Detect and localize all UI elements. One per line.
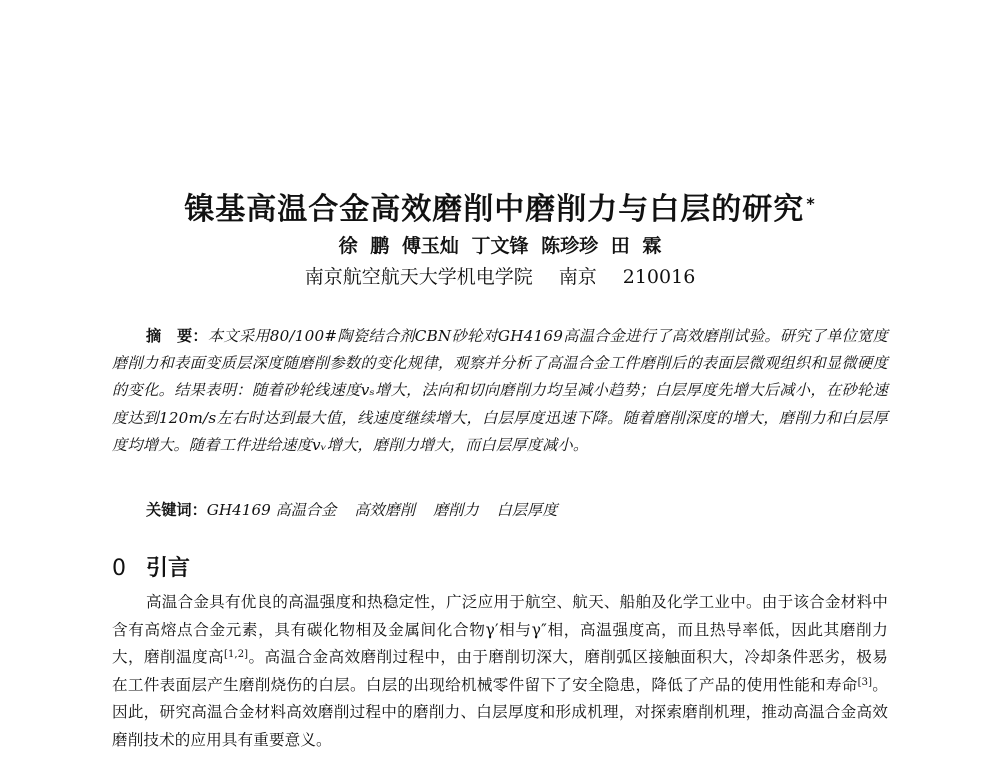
title-footnote-mark: * <box>806 194 816 213</box>
abstract-text: 本文采用80/100#陶瓷结合剂CBN砂轮对GH4169高温合金进行了高效磨削试验。研究了单位宽度磨削力和表面变质层深度随磨削参数的变化规律，观察并分析了高温合金工件磨削后的表面层微观组织和显微硬度的变化。结果表明：随着砂轮线速度vₛ增大，法向和切向磨削力均呈减小趋势；白层厚度先增大后减小，在砂轮速度达到120m/s左右时达到最大值，线速度继续增大，白层厚度迅速下降。随着磨削深度的增大，磨削力和白层厚度均增大。随着工件进给速度vᵥ增大，磨削力增大，而白层厚度减小。 <box>112 327 888 454</box>
affiliation-city: 南京 <box>558 266 597 288</box>
keywords-label: 关键词： <box>146 501 207 519</box>
affiliation-postcode: 210016 <box>622 266 696 288</box>
citation-ref[interactable]: [1,2] <box>223 649 249 661</box>
author-name: 徐 鹏 <box>338 235 390 257</box>
body-text-segment: 。因此，研究高温合金材料高效磨削过程中的磨削力、白层厚度和形成机理，对探索磨削机理，推动高温合金高效磨削技术的应用具有重要意义。 <box>112 675 888 749</box>
author-name: 田 霖 <box>610 235 662 257</box>
paper-title <box>0 190 1000 230</box>
keyword: 白层厚度 <box>496 501 558 519</box>
author-name: 丁文锋 <box>471 235 529 257</box>
body-text-segment: 。高温合金高效磨削过程中，由于磨削切深大，磨削弧区接触面积大，冷却条件恶劣，极易在工件表面层产生磨削烧伤的白层。白层的出现给机械零件留下了安全隐患，降低了产品的使用性能和寿命 <box>112 648 888 694</box>
abstract-block <box>112 323 888 459</box>
keyword: GH4169 高温合金 <box>206 501 337 519</box>
author-list <box>0 232 1000 260</box>
intro-paragraph <box>112 589 888 755</box>
abstract-label: 摘 要： <box>146 327 208 345</box>
citation-ref[interactable]: [3] <box>857 676 873 688</box>
body-text-segment: 高温合金具有优良的高温强度和热稳定性，广泛应用于航空、航天、船舶及化学工业中。由于该合金材料中含有高熔点合金元素，具有碳化物相及金属间化合物γ′相与γ″相，高温强度高，而且热导率低，因此其磨削力大，磨削温度高 <box>112 593 888 667</box>
keyword: 高效磨削 <box>354 501 416 519</box>
section-number: 0 <box>112 556 126 581</box>
author-name: 傅玉灿 <box>401 235 459 257</box>
keyword: 磨削力 <box>433 501 479 519</box>
paper-title-text: 镍基高温合金高效磨削中磨削力与白层的研究 <box>184 192 805 227</box>
author-name: 陈珍珍 <box>541 235 599 257</box>
affiliation-institute: 南京航空航天大学机电学院 <box>304 266 533 288</box>
keywords-block <box>146 498 886 522</box>
section-heading <box>112 553 190 585</box>
section-title: 引言 <box>146 556 191 581</box>
affiliation <box>0 263 1000 291</box>
intro-body <box>112 589 888 755</box>
